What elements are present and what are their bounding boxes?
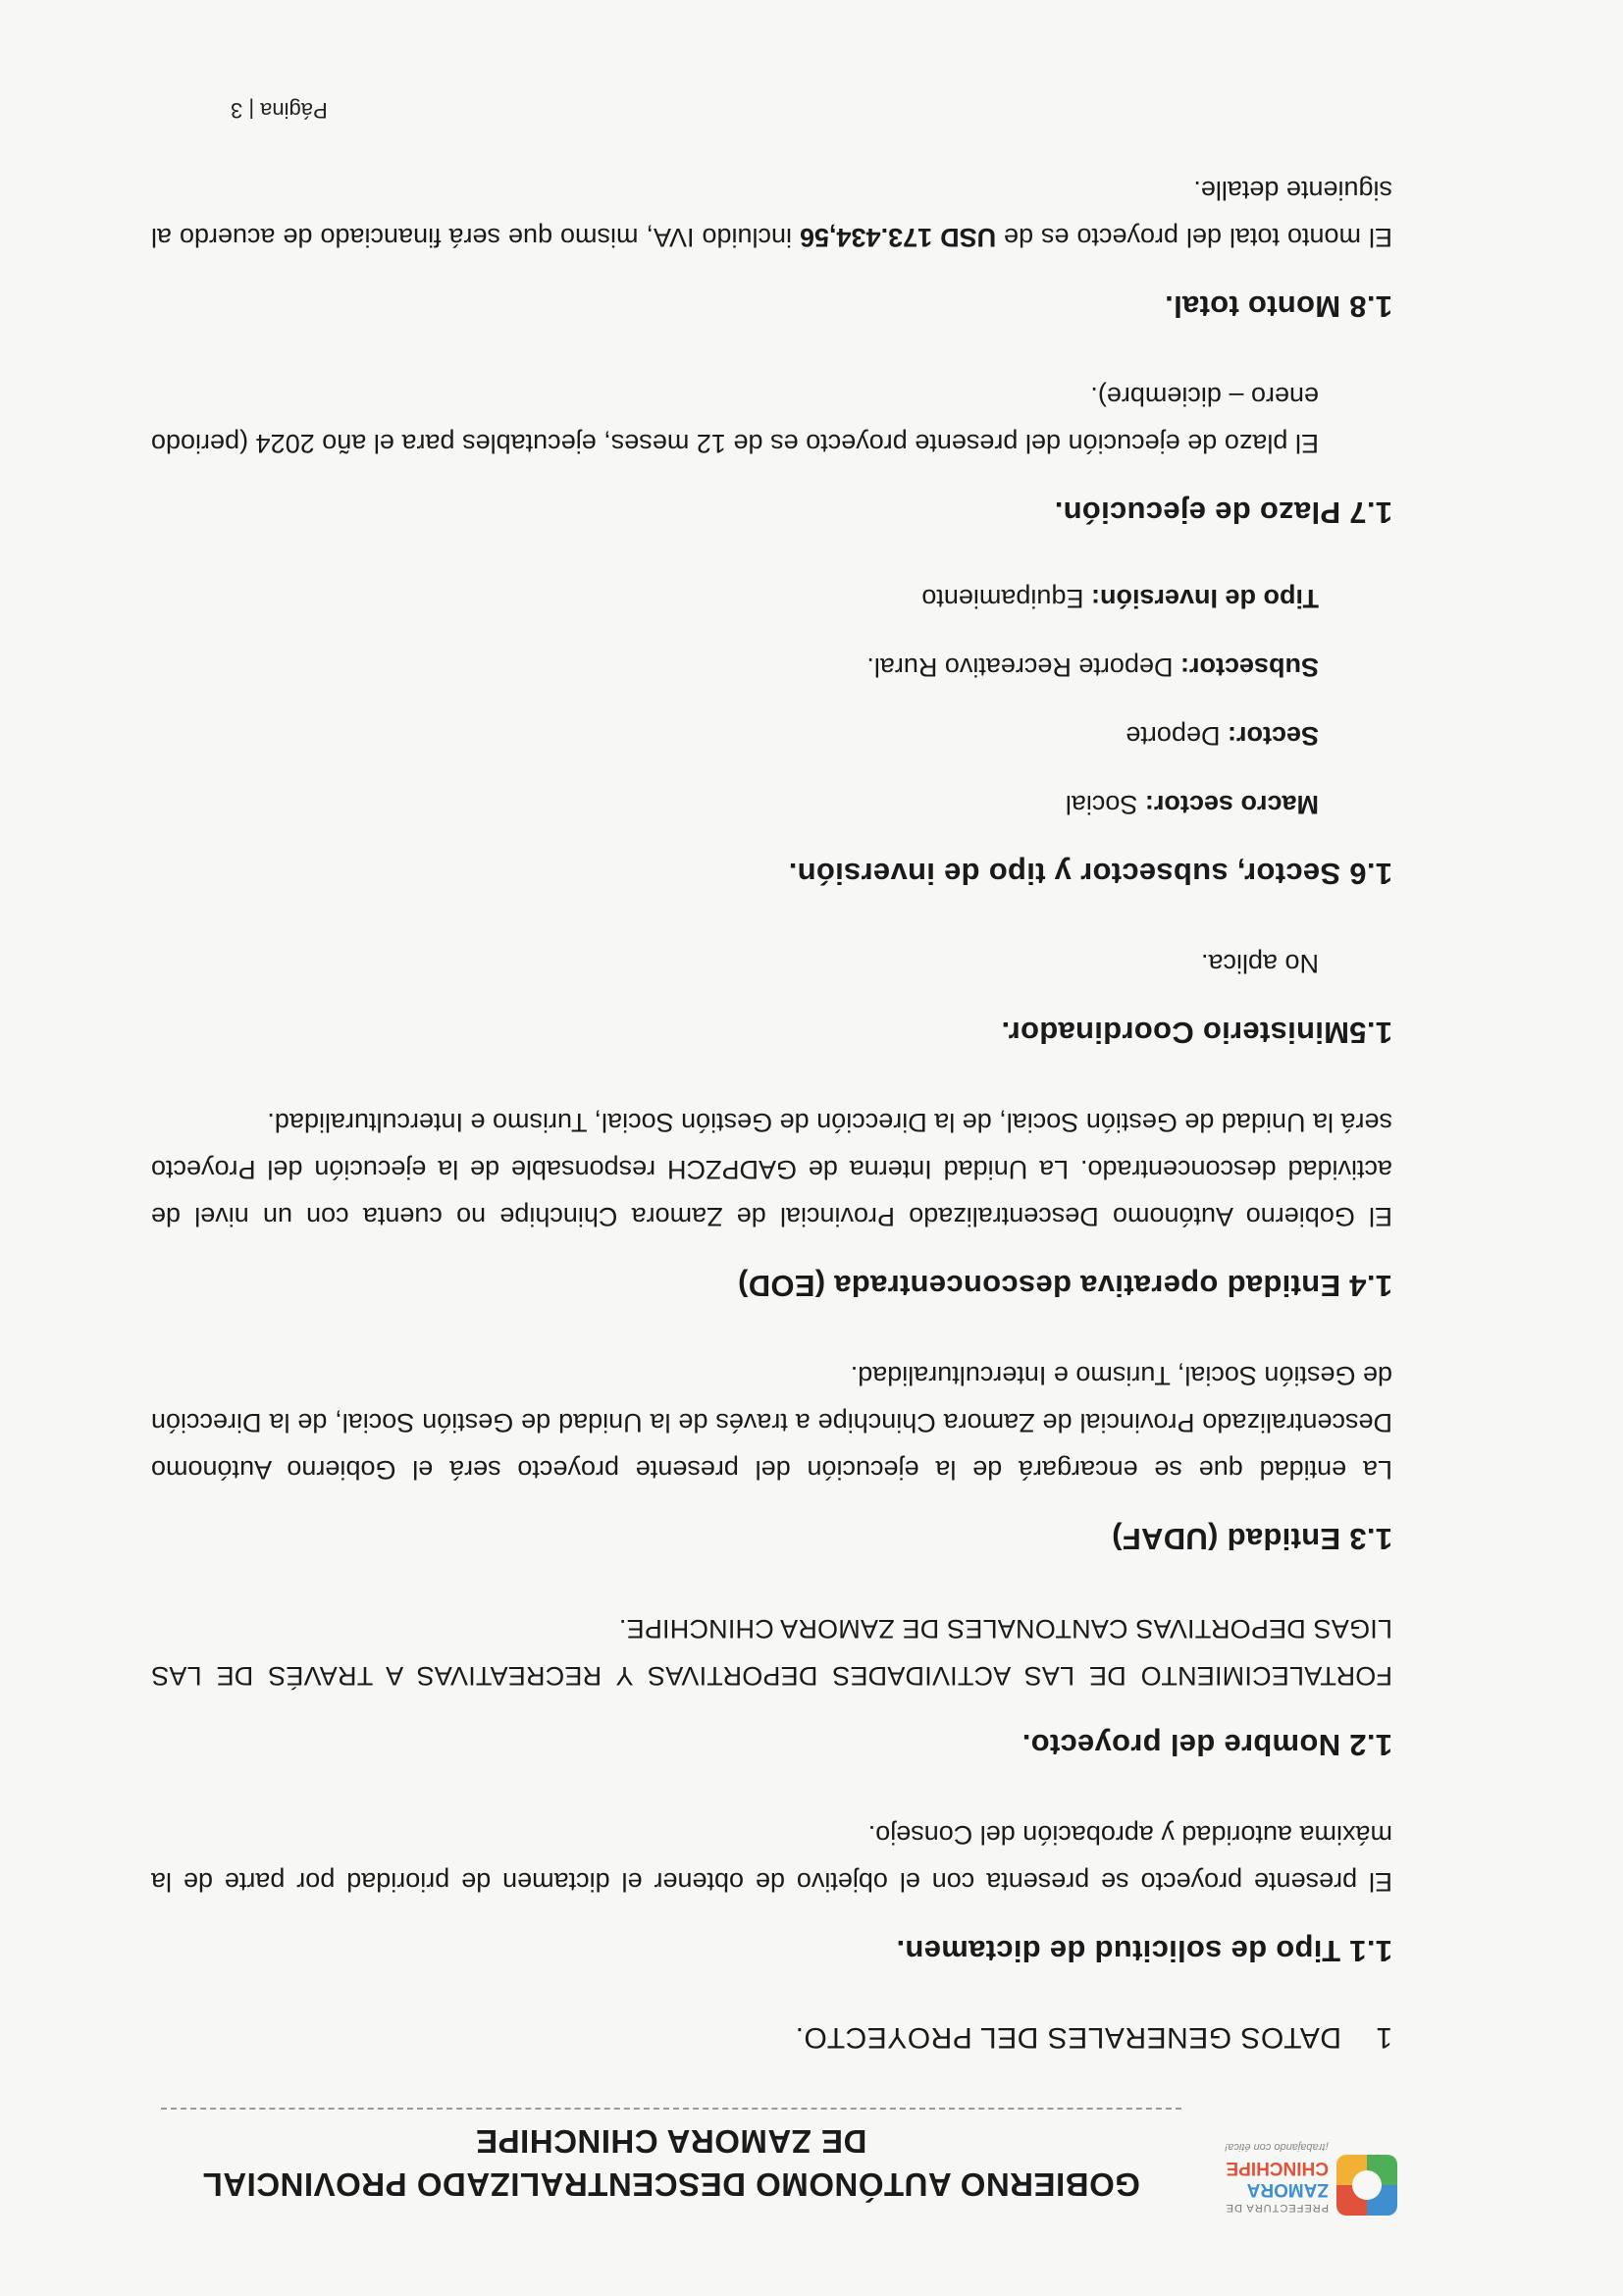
subsection-text-1-1: El presente proyecto se presenta con el objetivo de obtener el dictamen de prioridad por parte de la máxima autoridad y aprobación del Consejo. (151, 1820, 1392, 1897)
subsection-heading-1-1: 1.1 Tipo de solicitud de dictamen. (896, 1934, 1392, 1968)
logo-small-text: PREFECTURA DE (1225, 2202, 1329, 2214)
total-amount: USD 173.434,56 (799, 223, 997, 252)
subsection-text-1-4: El Gobierno Autónomo Descentralizado Provincial de Zamora Chinchipe no cuenta con un nivel de actividad desconcentrado. La Unidad Interna de GADPZCH responsable de la ejecución del Proyecto será la Unidad de Gestión Social, de la Dirección de Gestión Social, Turismo e Interculturalidad. (151, 1108, 1392, 1231)
investment-type-value: Equipamiento (921, 584, 1084, 613)
sector-value: Deporte (1126, 721, 1221, 751)
project-name: FORTALECIMIENTO DE LAS ACTIVIDADES DEPORTIVAS Y RECREATIVAS A TRAVÉS DE LAS LIGAS DEPORTIVAS CANTONALES DE ZAMORA CHINCHIPE. (151, 1614, 1392, 1691)
subsection-text-1-8 (151, 167, 1392, 261)
subsection-heading-1-4: 1.4 Entidad operativa desconcentrada (EOD) (737, 1269, 1392, 1303)
section-title: DATOS GENERALES DEL PROYECTO. (795, 2021, 1341, 2054)
macro-sector-label: Macro sector: (1144, 790, 1319, 819)
subsection-text-1-5: No aplica. (1200, 949, 1319, 978)
subsection-text-1-7: El plazo de ejecución del presente proyecto es de 12 meses, ejecutables para el año 2024 (periodo enero – diciembre). (151, 382, 1319, 458)
sector-details (151, 575, 1392, 828)
prefectura-logo (1223, 2110, 1397, 2218)
macro-sector-value: Social (1065, 790, 1138, 819)
section-heading (151, 2013, 1392, 2061)
logo-name-line1: ZAMORA (1246, 2179, 1329, 2200)
logo-emblem-icon (1336, 2155, 1397, 2216)
subsection-heading-1-6: 1.6 Sector, subsector y tipo de inversión. (788, 857, 1392, 891)
page-number: Página | 3 (231, 98, 328, 123)
subsection-heading-1-5: 1.5Ministerio Coordinador. (1001, 1016, 1392, 1050)
header-title-line1: GOBIERNO AUTÓNOMO DESCENTRALIZADO PROVINCIAL (202, 2166, 1140, 2203)
document-body (151, 124, 1392, 2070)
subsector-label: Subsector: (1179, 652, 1319, 682)
macro-sector-row (151, 781, 1319, 828)
sector-row (151, 712, 1319, 759)
header-title (131, 2119, 1211, 2206)
subsection-heading-1-2: 1.2 Nombre del proyecto. (1021, 1728, 1392, 1762)
subsector-row (151, 644, 1319, 691)
section-number: 1 (1375, 2021, 1392, 2054)
logo-name-line2: CHINCHIPE (1226, 2158, 1329, 2178)
investment-type-row (151, 575, 1319, 622)
subsector-value: Deporte Recreativo Rural. (866, 652, 1174, 682)
investment-type-label: Tipo de Inversión: (1090, 584, 1319, 613)
header-title-line2: DE ZAMORA CHINCHIPE (475, 2123, 867, 2160)
subsection-heading-1-8: 1.8 Monto total. (1164, 289, 1392, 324)
header-divider (161, 2108, 1181, 2110)
subsection-text-1-3: La entidad que se encargará de la ejecución del presente proyecto será el Gobierno Autónomo Descentralizado Provincial de Zamora Chinchipe a través de la Unidad de Gestión Social, de la Dirección de Gestión Social, Turismo e Interculturalidad. (151, 1361, 1392, 1485)
subsection-heading-1-7: 1.7 Plazo de ejecución. (1054, 496, 1392, 530)
subsection-heading-1-3: 1.3 Entidad (UDAF) (1111, 1522, 1392, 1556)
amount-text-before: El monto total del proyecto es de (996, 223, 1392, 252)
logo-tagline: ¡trabajando con ética! (1225, 2141, 1329, 2153)
sector-label: Sector: (1227, 721, 1319, 751)
amount-text-after: incluido IVA, mismo que será financiado de acuerdo al siguiente detalle. (150, 176, 1392, 252)
